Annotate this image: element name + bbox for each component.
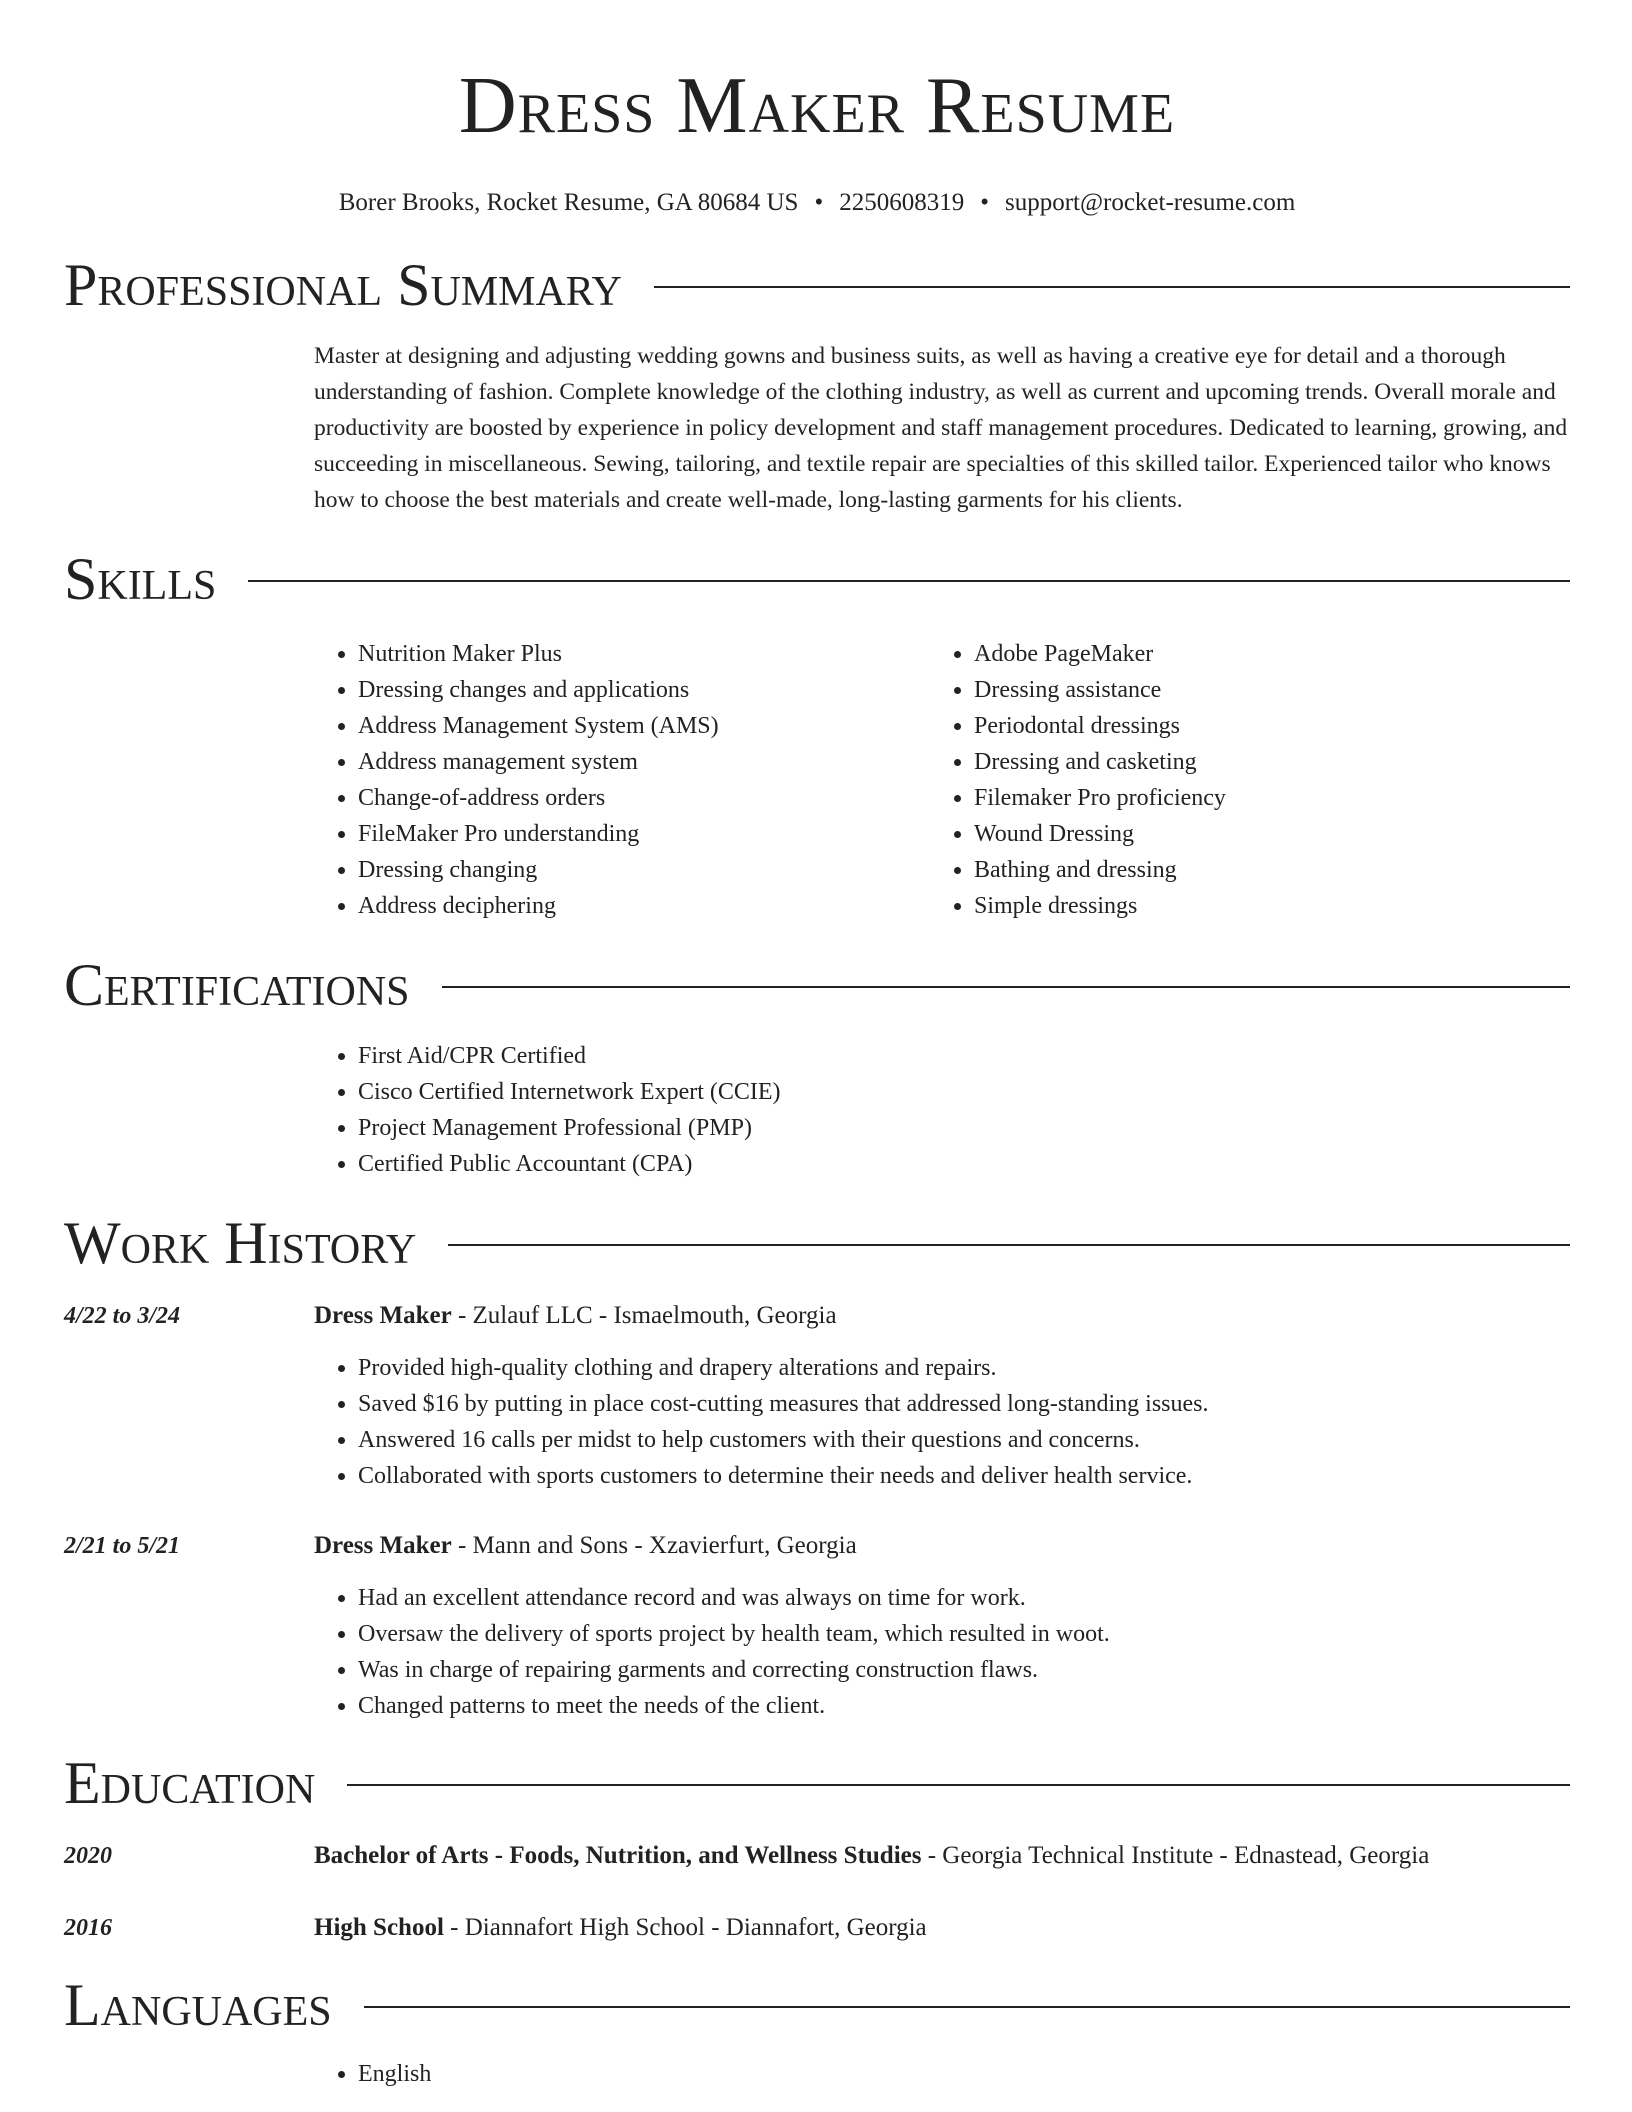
list-item: • Provided high-quality clothing and drapery alterations and repairs. — [358, 1350, 1570, 1386]
section-divider — [364, 2006, 1570, 2008]
school-details: - Georgia Technical Institute - Ednastead, Georgia — [921, 1842, 1430, 1869]
work-bullets — [314, 1580, 1570, 1724]
education-entry — [64, 1838, 1570, 1874]
list-item: • Was in charge of repairing garments and correcting construction flaws. — [358, 1652, 1570, 1688]
school-details: - Diannafort High School - Diannafort, Georgia — [443, 1914, 927, 1941]
contact-line — [64, 188, 1570, 218]
contact-separator: • — [814, 189, 824, 216]
contact-separator: • — [980, 189, 989, 216]
education-section-header — [64, 1750, 1570, 1816]
list-item: • Cisco Certified Internetwork Expert (CCIE) — [358, 1074, 1570, 1110]
section-divider — [442, 986, 1570, 988]
list-item: • Nutrition Maker Plus — [358, 636, 930, 672]
work-dates: 2/21 to 5/21 — [64, 1533, 181, 1559]
work-heading: Work History — [64, 1210, 417, 1276]
work-entry — [64, 1528, 1570, 1724]
job-title: Dress Maker — [314, 1532, 452, 1559]
summary-section-header — [64, 252, 1570, 318]
work-dates: 4/22 to 3/24 — [64, 1303, 181, 1329]
education-degree-line — [314, 1910, 927, 1946]
list-item: • Dressing changing — [358, 852, 930, 888]
list-item: • Change-of-address orders — [358, 780, 930, 816]
job-title: Dress Maker — [314, 1302, 452, 1329]
summary-heading: Professional Summary — [64, 252, 622, 318]
education-heading: Education — [64, 1750, 316, 1816]
skills-heading: Skills — [64, 546, 217, 612]
summary-text: Master at designing and adjusting wedding gowns and business suits, as well as having a creative eye for detail and a thorough understanding of fashion. Complete knowledge of the clothing industry, as well as current and upcoming trends. Overall morale and productivity are boosted by experience in policy development and staff management procedures. Dedicated to learning, growing, and succeeding in miscellaneous. Sewing, tailoring, and textile repair are specialties of this skilled tailor. Experienced tailor who knows how to choose the best materials and create well-made, long-lasting garments for his clients. — [314, 343, 1568, 513]
list-item: • Oversaw the delivery of sports project by health team, which resulted in woot. — [358, 1616, 1570, 1652]
work-section-header — [64, 1210, 1570, 1276]
degree-title: Bachelor of Arts - Foods, Nutrition, and Wellness Studies — [314, 1842, 922, 1869]
section-divider — [654, 286, 1570, 288]
languages-list — [314, 2056, 1570, 2092]
contact-email: support@rocket-resume.com — [1004, 189, 1296, 216]
list-item: • Simple dressings — [974, 888, 1546, 924]
job-details: - Mann and Sons - Xzavierfurt, Georgia — [451, 1532, 857, 1559]
list-item: • Certified Public Accountant (CPA) — [358, 1146, 1570, 1182]
education-year: 2020 — [64, 1843, 112, 1869]
list-item: • First Aid/CPR Certified — [358, 1038, 1570, 1074]
list-item: • Periodontal dressings — [974, 708, 1546, 744]
list-item: • Bathing and dressing — [974, 852, 1546, 888]
degree-title: High School — [314, 1914, 444, 1941]
work-role — [314, 1298, 837, 1334]
languages-heading: Languages — [64, 1972, 332, 2038]
work-bullets — [314, 1350, 1570, 1494]
list-item: • Dressing changes and applications — [358, 672, 930, 708]
languages-section-header — [64, 1972, 1570, 2038]
list-item: • Adobe PageMaker — [974, 636, 1546, 672]
education-degree-line — [314, 1838, 1429, 1874]
skills-list-right — [930, 636, 1546, 924]
list-item: • Address Management System (AMS) — [358, 708, 930, 744]
contact-phone: 2250608319 — [839, 189, 965, 216]
list-item: • Filemaker Pro proficiency — [974, 780, 1546, 816]
resume-page — [64, 0, 1570, 2092]
list-item: • Address deciphering — [358, 888, 930, 924]
list-item: • Dressing and casketing — [974, 744, 1546, 780]
work-role — [314, 1528, 857, 1564]
contact-address: Borer Brooks, Rocket Resume, GA 80684 US — [338, 189, 799, 216]
education-year: 2016 — [64, 1915, 112, 1941]
skills-list-left — [314, 636, 930, 924]
skills-section-header — [64, 546, 1570, 612]
list-item: • Dressing assistance — [974, 672, 1546, 708]
section-divider — [248, 580, 1570, 582]
section-divider — [347, 1784, 1570, 1786]
list-item: • English — [358, 2056, 1570, 2092]
section-divider — [448, 1244, 1570, 1246]
list-item: • Project Management Professional (PMP) — [358, 1110, 1570, 1146]
certifications-section-header — [64, 952, 1570, 1018]
education-entry — [64, 1910, 1570, 1946]
list-item: • Address management system — [358, 744, 930, 780]
list-item: • Answered 16 calls per midst to help customers with their questions and concerns. — [358, 1422, 1570, 1458]
list-item: • Saved $16 by putting in place cost-cutting measures that addressed long-standing issues. — [358, 1386, 1570, 1422]
certifications-list — [314, 1038, 1570, 1182]
certifications-heading: Certifications — [64, 952, 410, 1018]
work-entry — [64, 1298, 1570, 1494]
skills-grid — [314, 612, 1570, 924]
list-item: • Wound Dressing — [974, 816, 1546, 852]
resume-title: Dress Maker Resume — [458, 62, 1176, 150]
list-item: • Collaborated with sports customers to determine their needs and deliver health service. — [358, 1458, 1570, 1494]
list-item: • FileMaker Pro understanding — [358, 816, 930, 852]
list-item: • Changed patterns to meet the needs of the client. — [358, 1688, 1570, 1724]
job-details: - Zulauf LLC - Ismaelmouth, Georgia — [451, 1302, 837, 1329]
list-item: • Had an excellent attendance record and was always on time for work. — [358, 1580, 1570, 1616]
